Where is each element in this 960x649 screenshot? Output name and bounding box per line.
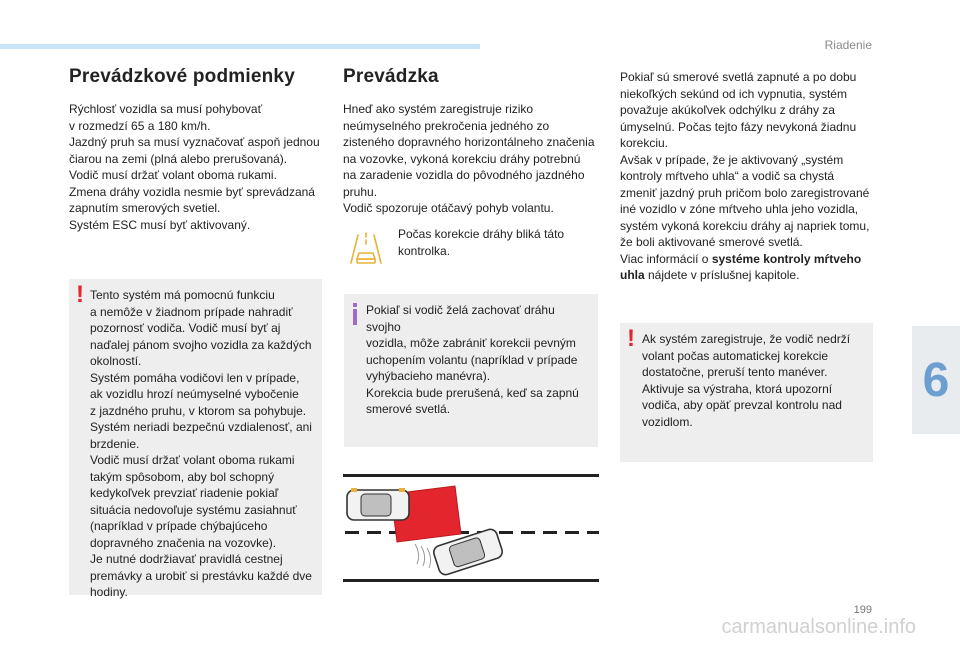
- text-line: ak vozidlu hrozí neúmyselné vybočenie: [90, 387, 299, 401]
- text-line: niekoľkých sekúnd od ich vypnutia, systém: [620, 86, 847, 101]
- text-line: kedykoľvek prevziať riadenie pokiaľ: [90, 486, 279, 500]
- text-line: v rozmedzí 65 a 180 km/h.: [69, 118, 211, 133]
- text-line: Systém pomáha vodičovi len v prípade,: [90, 370, 300, 385]
- warning-box-hands: [620, 323, 873, 462]
- text-line: vodiča, aby opäť prevzal kontrolu nad: [642, 398, 842, 412]
- text-line: Pokiaľ si vodič želá zachovať dráhu svojho: [366, 303, 555, 334]
- text-line: pruhu.: [343, 184, 378, 199]
- text-line: zmeniť jazdný pruh pričom bolo zaregistrované: [620, 185, 870, 200]
- text-line: Systém neriadi bezpečnú vzdialenosť, ani: [90, 420, 312, 434]
- text-line: volant počas automatickej korekcie: [642, 348, 829, 363]
- text-line: korekciu.: [620, 136, 669, 150]
- text-line: Hneď ako systém zaregistruje riziko: [343, 102, 534, 116]
- top-accent-bar: [0, 44, 480, 49]
- lane-correction-illustration: [343, 474, 599, 584]
- text-line: [620, 267, 890, 284]
- text-line: považuje akúkoľvek odchýlku z dráhy za: [620, 103, 835, 117]
- text-line: vozidlom.: [642, 414, 693, 429]
- text-line: systém vykoná korekciu dráhy aj napriek tomu,: [620, 218, 870, 233]
- text-line: Počas korekcie dráhy bliká táto: [398, 227, 565, 241]
- text-line: Zmena dráhy vozidla nesmie byť sprevádzaná: [69, 184, 315, 199]
- text-line: Je nutné dodržiavať pravidlá cestnej: [90, 552, 283, 566]
- warning-box-assist: [69, 279, 322, 599]
- text-line: zapnutím smerových svetiel.: [69, 201, 221, 215]
- text-line: situácia nedovoľuje systému zasiahnuť: [90, 502, 297, 517]
- text-line: Jazdný pruh sa musí vyznačovať aspoň jednou: [69, 135, 320, 149]
- text-line: iné vozidlo v zóne mŕtveho uhla jeho vozidla,: [620, 202, 859, 216]
- text-line: kontrolka.: [398, 243, 451, 258]
- text-line: Systém ESC musí byť aktivovaný.: [69, 217, 251, 232]
- direction-lights-text: [620, 69, 890, 284]
- text-line: uchopením volantu (napríklad v prípade: [366, 352, 578, 367]
- ref-prefix: Viac informácií o: [620, 251, 712, 266]
- text-line: čiarou na zemi (plná alebo prerušovaná).: [69, 151, 288, 166]
- blind-spot-reference-cont: uhla: [620, 268, 645, 282]
- text-line: vozidla, môže zabrániť korekcii pevným: [366, 336, 576, 350]
- text-line: (napríklad v prípade chýbajúceho: [90, 519, 268, 533]
- text-line: naďalej pánom svojho vozidla za každých: [90, 337, 312, 352]
- text-line: a nemôže v žiadnom prípade nahradiť: [90, 304, 293, 319]
- text-line: [620, 251, 890, 268]
- text-line: na vozovke, vykoná korekciu dráhy potrebnú: [343, 151, 581, 166]
- text-line: neúmyselného prekročenia jedného zo: [343, 118, 550, 133]
- lane-keep-warning-icon: [345, 229, 387, 269]
- text-line: takým spôsobom, aby bol schopný: [90, 469, 275, 484]
- operating-conditions-text: [69, 101, 329, 233]
- page-number: 199: [853, 604, 872, 616]
- chapter-tab: 6: [912, 326, 960, 434]
- text-line: Korekcia bude prerušená, keď sa zapnú: [366, 385, 579, 400]
- text-line: Vodič spozoruje otáčavý pohyb volantu.: [343, 201, 554, 215]
- text-line: brzdenie.: [90, 436, 140, 451]
- text-line: zisteného dopravného horizontálneho značenia: [343, 135, 595, 149]
- text-line: dostatočne, preruší tento manéver.: [642, 365, 828, 379]
- text-line: z jazdného pruhu, v ktorom sa pohybuje.: [90, 403, 307, 418]
- exclamation-icon: !: [76, 281, 84, 308]
- car-upper: [347, 488, 409, 520]
- text-line: úmyselnú. Počas tejto fázy nevykoná žiadnu: [620, 119, 857, 134]
- text-line: na zaradenie vozidla do pôvodného jazdného: [343, 168, 585, 182]
- text-line: smerové svetlá.: [366, 402, 451, 416]
- text-line: Aktivuje sa výstraha, ktorá upozorní: [642, 381, 833, 396]
- text-line: pozornosť vodiča. Vodič musí byť aj: [90, 321, 281, 335]
- operation-title: Prevádzka: [343, 66, 439, 87]
- text-line: premávky a urobiť si prestávku každé dve: [90, 568, 312, 583]
- section-label: Riadenie: [824, 38, 872, 52]
- text-line: Vodič musí držať volant oboma rukami.: [69, 168, 277, 182]
- text-line: hodiny.: [90, 585, 128, 599]
- text-line: Avšak v prípade, že je aktivovaný „systém: [620, 152, 844, 167]
- info-icon: [351, 303, 359, 325]
- text-line: Pokiaľ sú smerové svetlá zapnuté a po dobu: [620, 70, 857, 84]
- text-line: dopravného značenia na vozovke).: [90, 535, 277, 550]
- text-line: Tento systém má pomocnú funkciu: [90, 288, 275, 302]
- text-line: Ak systém zaregistruje, že vodič nedrží: [642, 332, 851, 346]
- blind-spot-reference: systéme kontroly mŕtveho: [711, 251, 862, 266]
- exclamation-icon: !: [627, 325, 635, 352]
- text-line: že boli aktivované smerové svetlá.: [620, 235, 803, 249]
- text-line: Rýchlosť vozidla sa musí pohybovať: [69, 102, 263, 116]
- operation-text: [343, 101, 605, 217]
- text-line: okolností.: [90, 354, 142, 368]
- text-line: vyhýbacieho manévra).: [366, 369, 491, 383]
- info-box-override: [344, 294, 598, 447]
- operating-conditions-title: Prevádzkové podmienky: [69, 66, 295, 87]
- text-line: kontroly mŕtveho uhla“ a vodič sa chystá: [620, 169, 835, 183]
- text-line: Vodič musí držať volant oboma rukami: [90, 453, 295, 467]
- indicator-text: [398, 226, 598, 259]
- watermark: carmanualsonline.info: [721, 616, 916, 638]
- ref-suffix: nájdete v príslušnej kapitole.: [644, 268, 800, 282]
